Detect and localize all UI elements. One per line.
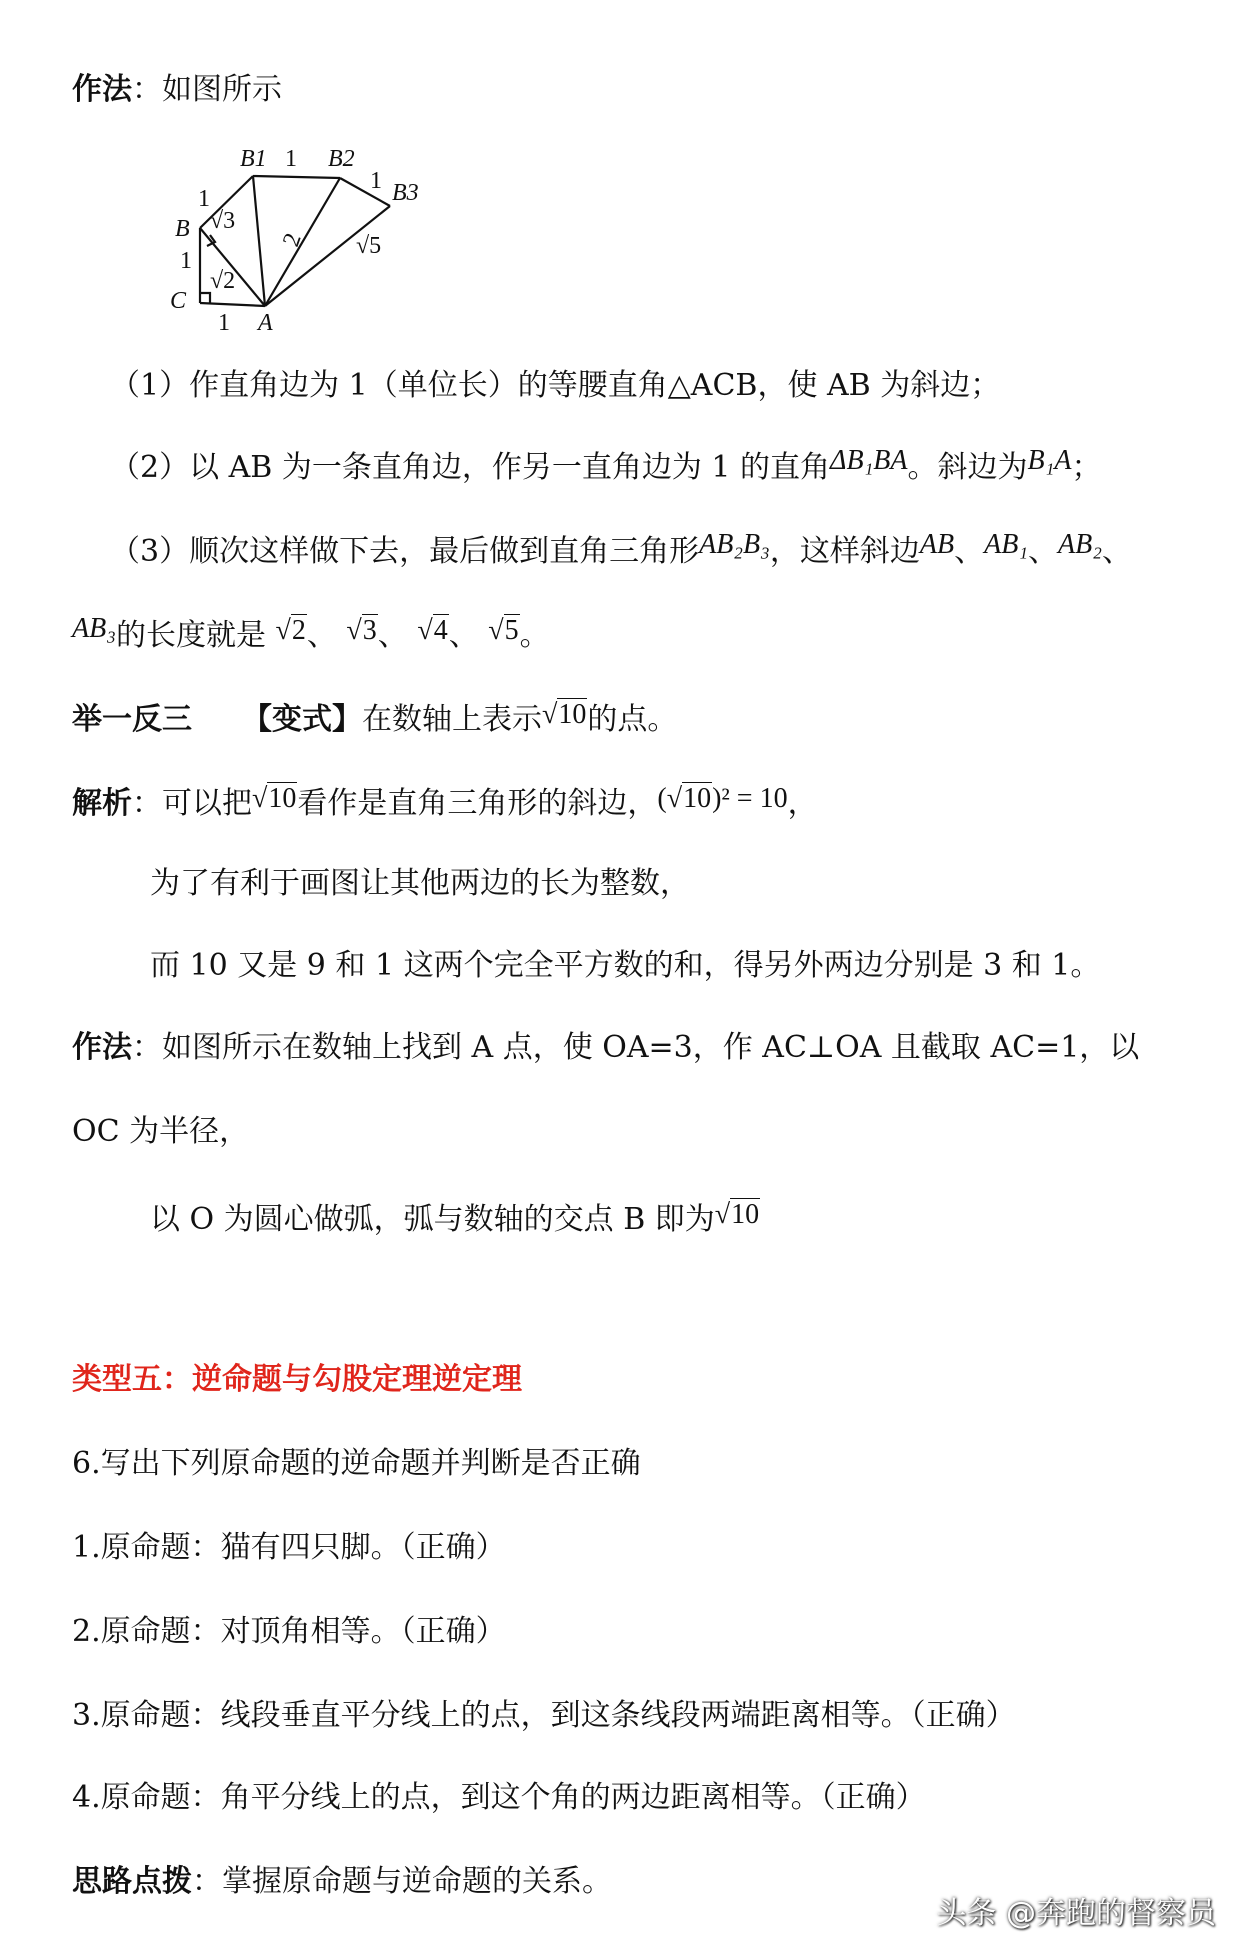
analysis-label: 解析 bbox=[72, 786, 132, 821]
sqrt10-expr: √10 bbox=[252, 783, 297, 814]
method2-text3: 以 O 为圆心做弧，弧与数轴的交点 B 即为 bbox=[150, 1202, 715, 1237]
variant-text-a: 在数轴上表示 bbox=[362, 702, 542, 737]
label-B2: B2 bbox=[328, 146, 355, 172]
equation: (√10)² = 10 bbox=[657, 783, 788, 814]
method2-line2: OC 为半径， bbox=[72, 1114, 250, 1149]
variant-tag: 【变式】 bbox=[242, 702, 362, 737]
step3-math4: AB₂ bbox=[1058, 529, 1102, 560]
step4-sep2: 、 bbox=[377, 618, 408, 653]
hint-line bbox=[72, 1860, 612, 1904]
step4-math1: AB₃ bbox=[72, 613, 116, 644]
sqrt10-expr: √10 bbox=[542, 699, 587, 730]
analysis-text-b: 看作是直角三角形的斜边， bbox=[297, 786, 658, 821]
sqrt10-expr: √10 bbox=[714, 1199, 760, 1230]
label-two: 2 bbox=[278, 229, 307, 251]
step3-sep2: 、 bbox=[1028, 534, 1059, 569]
sqrt5-expr: √5 bbox=[488, 615, 519, 646]
section5-title: 类型五：逆命题与勾股定理逆定理 bbox=[72, 1362, 522, 1397]
label-sqrt2: √2 bbox=[210, 268, 236, 294]
analysis-text-c: ， bbox=[787, 786, 818, 821]
q6-item: 2.原命题：对顶角相等。（正确） bbox=[72, 1614, 506, 1649]
hint-label: 思路点拨 bbox=[72, 1864, 192, 1899]
method2-line1 bbox=[72, 1026, 1139, 1070]
step3-text-a: （3）顺次这样做下去，最后做到直角三角形 bbox=[110, 534, 700, 569]
watermark: 头条 @奔跑的督察员 bbox=[936, 1896, 1216, 1931]
label-B1: B1 bbox=[240, 146, 267, 172]
sqrt4-expr: √4 bbox=[417, 615, 448, 646]
q6-item: 1.原命题：猫有四只脚。（正确） bbox=[72, 1530, 506, 1565]
step2-math1: ΔB₁BA bbox=[830, 445, 908, 476]
variant-label: 举一反三 bbox=[72, 702, 192, 737]
label-one-right: 1 bbox=[370, 168, 382, 194]
label-sqrt3: √3 bbox=[210, 208, 236, 234]
step3-sep1: 、 bbox=[954, 534, 985, 569]
label-B3: B3 bbox=[392, 180, 419, 206]
spiral-triangle-figure bbox=[170, 138, 430, 338]
step2-math2: B₁A bbox=[1027, 445, 1072, 476]
method2-line3 bbox=[150, 1198, 760, 1243]
label-C: C bbox=[170, 288, 187, 314]
label-A: A bbox=[258, 310, 273, 336]
label-one-left: 1 bbox=[198, 186, 210, 212]
step3-sep3: 、 bbox=[1102, 534, 1132, 569]
hint-text: ：掌握原命题与逆命题的关系。 bbox=[192, 1864, 612, 1899]
step1: （1）作直角边为 1（单位长）的等腰直角△ACB，使 AB 为斜边； bbox=[110, 368, 1001, 403]
label-one-top: 1 bbox=[285, 146, 297, 172]
step2-text-b: 。斜边为 bbox=[907, 450, 1028, 485]
method1-label: 作法 bbox=[72, 72, 132, 107]
label-one-mid: 1 bbox=[180, 248, 192, 274]
step4-text: 的长度就是 bbox=[115, 618, 266, 653]
label-sqrt5: √5 bbox=[356, 233, 382, 259]
step3 bbox=[110, 530, 1132, 575]
step3-text-b: ，这样斜边 bbox=[769, 534, 920, 569]
analysis-line2: 为了有利于画图让其他两边的长为整数， bbox=[150, 866, 690, 901]
q6-item: 3.原命题：线段垂直平分线上的点，到这条线段两端距离相等。（正确） bbox=[72, 1698, 1016, 1733]
step3-math3: AB₁ bbox=[984, 529, 1029, 560]
step2 bbox=[110, 446, 1101, 491]
q6-item: 4.原命题：角平分线上的点，到这个角的两边距离相等。（正确） bbox=[72, 1780, 926, 1815]
q6-title: 6.写出下列原命题的逆命题并判断是否正确 bbox=[72, 1446, 641, 1481]
method2-label: 作法 bbox=[72, 1030, 132, 1065]
variant-text-b: 的点。 bbox=[587, 702, 678, 737]
step2-text-c: ； bbox=[1071, 450, 1102, 485]
sqrt3-expr: √3 bbox=[346, 615, 377, 646]
method2-text: ：如图所示在数轴上找到 A 点，使 OA=3，作 AC⊥OA 且截取 AC=1，以 bbox=[132, 1030, 1140, 1065]
step3-math1: AB₂B₃ bbox=[699, 529, 770, 560]
label-B: B bbox=[175, 216, 190, 242]
analysis-line3: 而 10 又是 9 和 1 这两个完全平方数的和，得另外两边分别是 3 和 1。 bbox=[150, 948, 1101, 983]
analysis-line1 bbox=[72, 782, 818, 827]
step3-math2: AB bbox=[919, 529, 955, 560]
step4-sep1: 、 bbox=[306, 618, 337, 653]
sqrt2-expr: √2 bbox=[275, 615, 306, 646]
label-one-bottom: 1 bbox=[218, 310, 230, 336]
step4-sep3: 、 bbox=[448, 618, 479, 653]
method1-heading bbox=[72, 68, 282, 112]
step4 bbox=[72, 614, 550, 659]
step2-text-a: （2）以 AB 为一条直角边，作另一直角边为 1 的直角 bbox=[110, 450, 831, 485]
variant-line bbox=[72, 698, 677, 743]
method1-text: ：如图所示 bbox=[132, 72, 282, 107]
step4-end: 。 bbox=[519, 618, 550, 653]
analysis-text-a: ：可以把 bbox=[132, 786, 252, 821]
